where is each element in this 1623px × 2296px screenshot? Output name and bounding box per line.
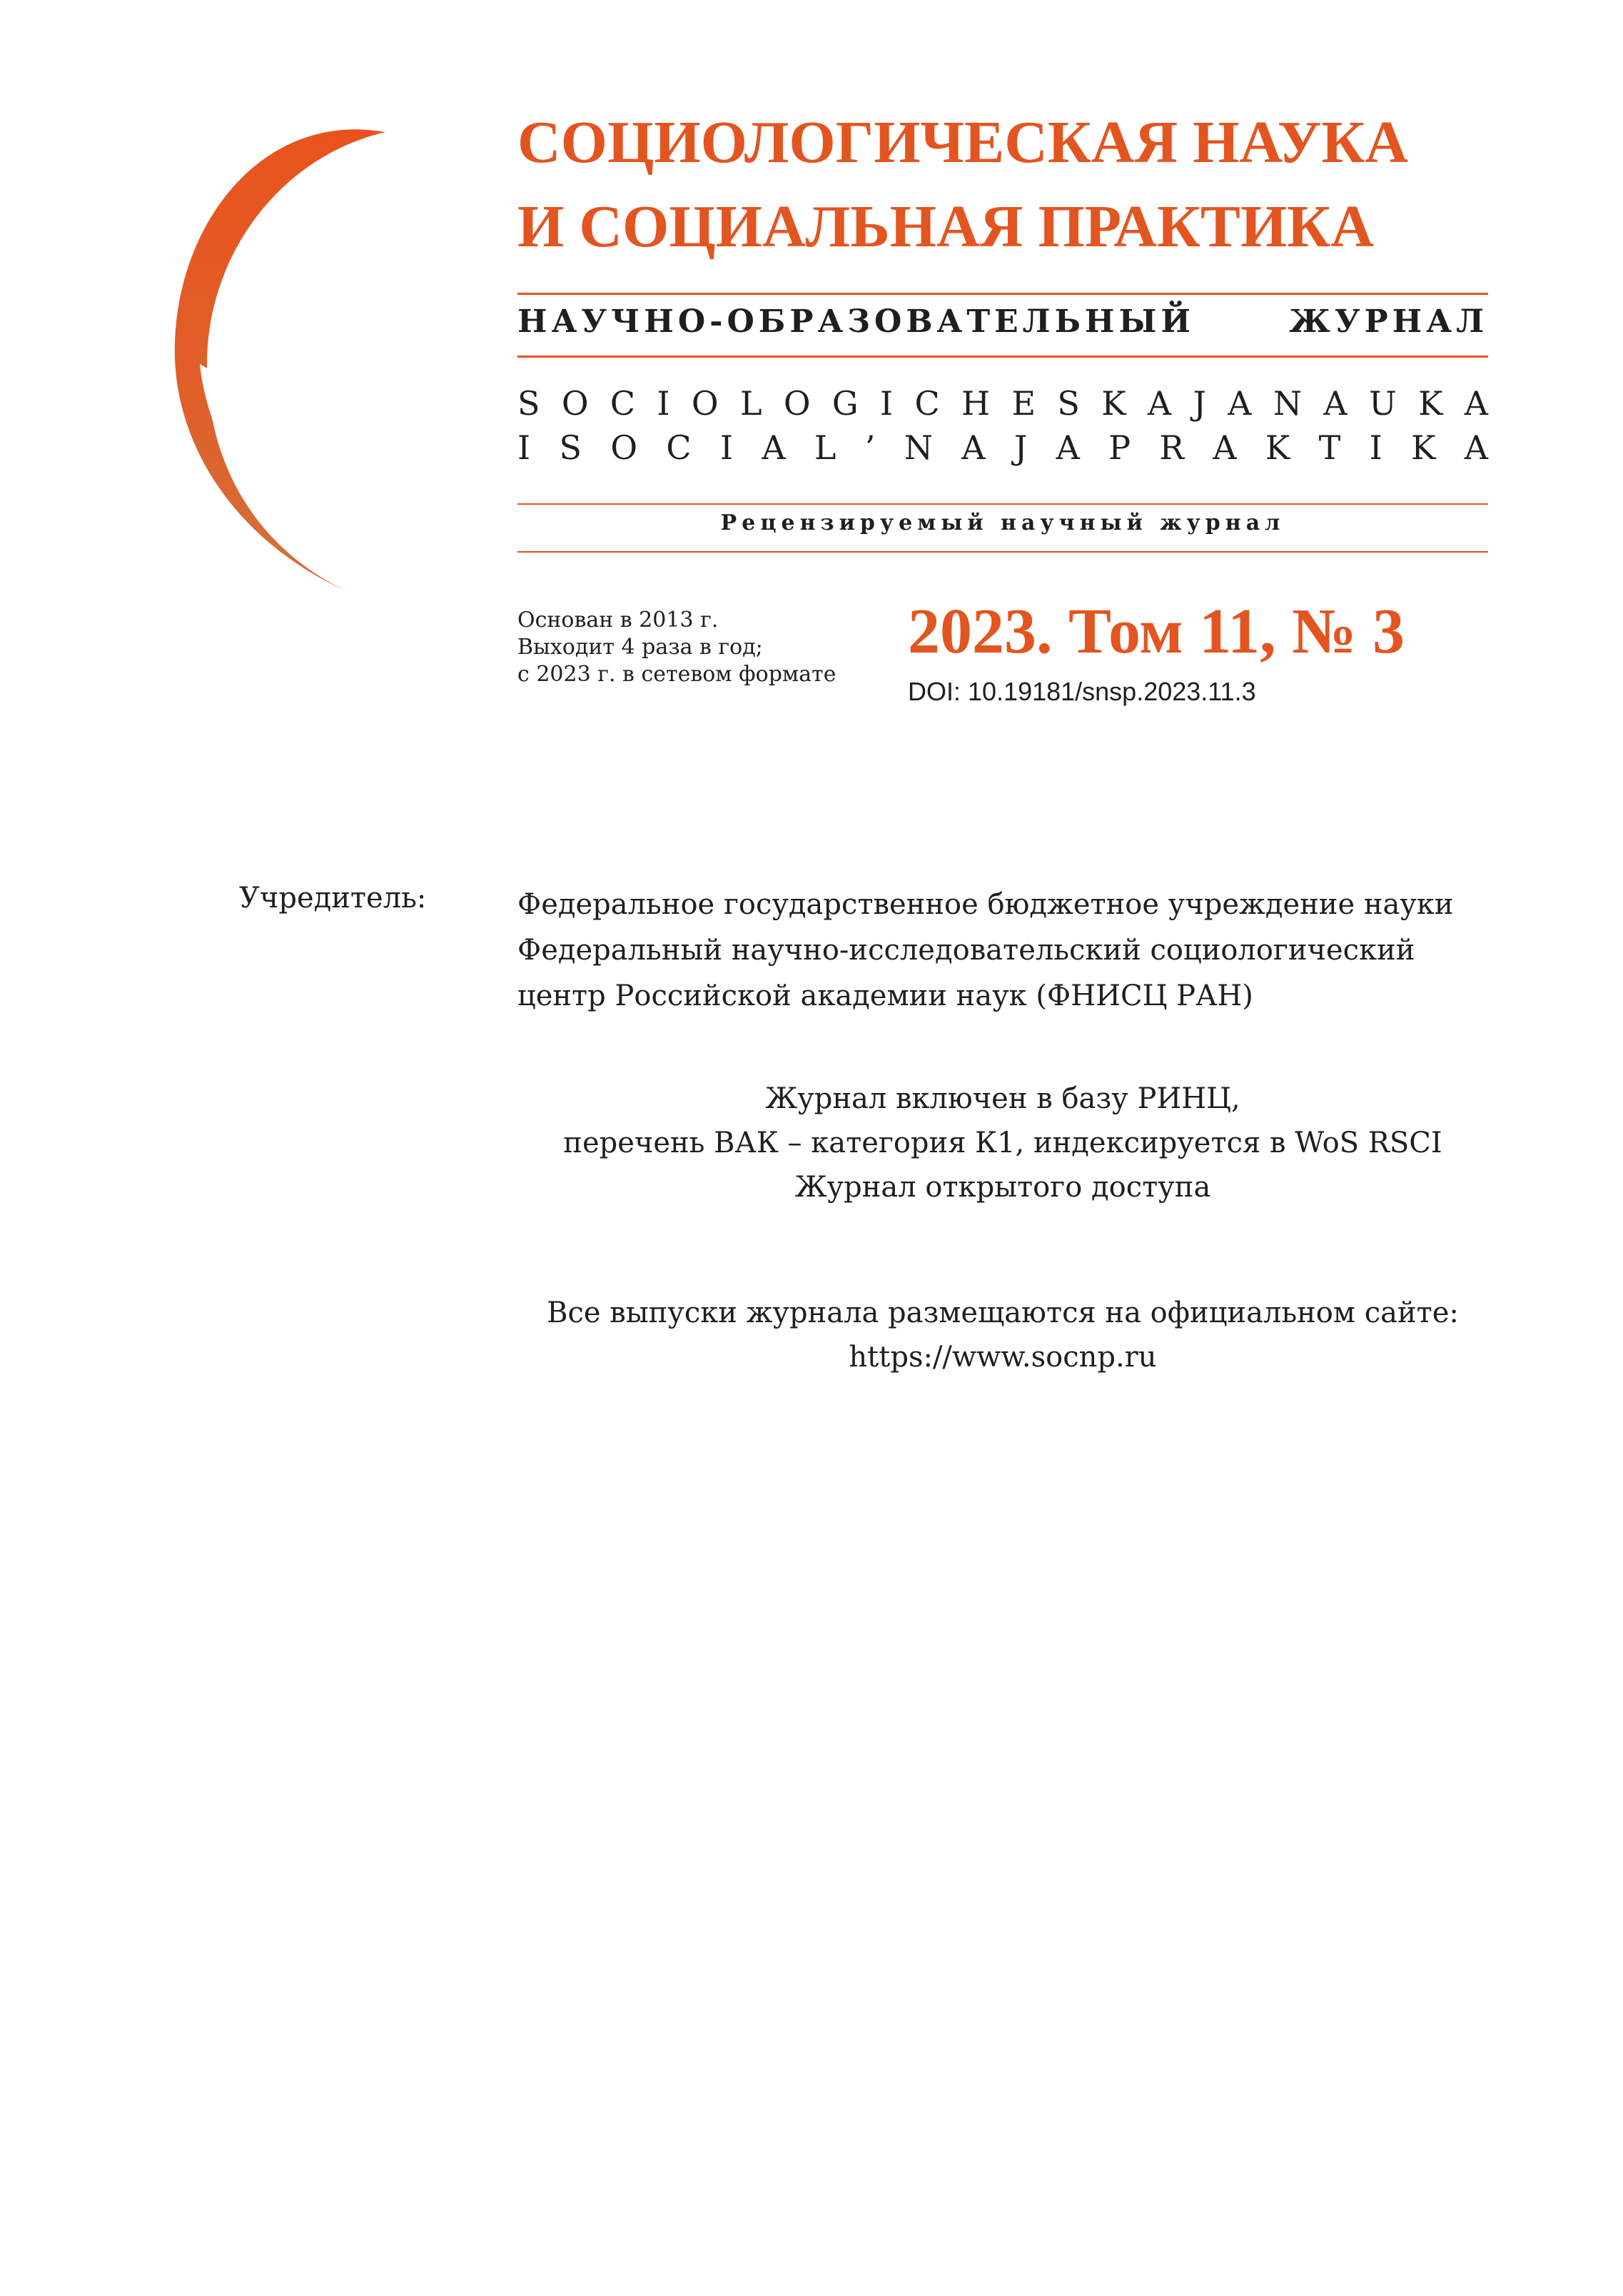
publication-info xyxy=(517,607,917,688)
reviewed-rule-top xyxy=(517,503,1488,505)
header-rule-top xyxy=(517,293,1488,295)
indexing-info xyxy=(517,1077,1488,1209)
site-line: Все выпуски журнала размещаются на официальном сайте: xyxy=(547,1296,1459,1329)
founder-label: Учредитель: xyxy=(239,882,427,915)
reviewed-rule-bottom xyxy=(517,551,1488,553)
issue-doi: DOI: 10.19181/snsp.2023.11.3 xyxy=(908,677,1256,706)
frequency-text: Выходит 4 раза в год; xyxy=(517,635,763,660)
reviewed-journal-label: Рецензируемый научный журнал xyxy=(720,510,1285,535)
header-rule-middle xyxy=(517,356,1488,358)
translit-title-line-2: I S O C I A L ’ N A J A P R A K T I K A xyxy=(517,428,1488,467)
founder-line-3: центр Российской академии наук (ФНИСЦ РАН) xyxy=(517,980,1253,1012)
founder-name xyxy=(517,882,1517,1019)
indexing-line-1: Журнал включен в базу РИНЦ, xyxy=(765,1082,1240,1115)
open-access-line: Журнал открытого доступа xyxy=(794,1171,1211,1204)
founder-line-1: Федеральное государственное бюджетное учреждение науки xyxy=(517,888,1454,921)
indexing-line-2: перечень ВАК – категория К1, индексируется в WoS RSCI xyxy=(563,1127,1442,1159)
issue-number: 2023. Том 11, № 3 xyxy=(908,596,1405,667)
journal-subtitle: НАУЧНО-ОБРАЗОВАТЕЛЬНЫЙ ЖУРНАЛ xyxy=(517,303,1488,340)
founder-line-2: Федеральный научно-исследовательский социологический xyxy=(517,934,1415,967)
founded-text: Основан в 2013 г. xyxy=(517,608,719,633)
journal-title-line-2: И СОЦИАЛЬНАЯ ПРАКТИКА xyxy=(517,193,1374,260)
translit-title-line-1: S O C I O L O G I C H E S K A J A N A U K A xyxy=(517,384,1488,423)
site-url[interactable]: https://www.socnp.ru xyxy=(849,1341,1157,1374)
journal-logo-crescent xyxy=(157,107,443,607)
journal-title-line-1: СОЦИОЛОГИЧЕСКАЯ НАУКА xyxy=(517,109,1408,176)
site-info xyxy=(517,1291,1488,1379)
format-text: с 2023 г. в сетевом формате xyxy=(517,662,836,687)
